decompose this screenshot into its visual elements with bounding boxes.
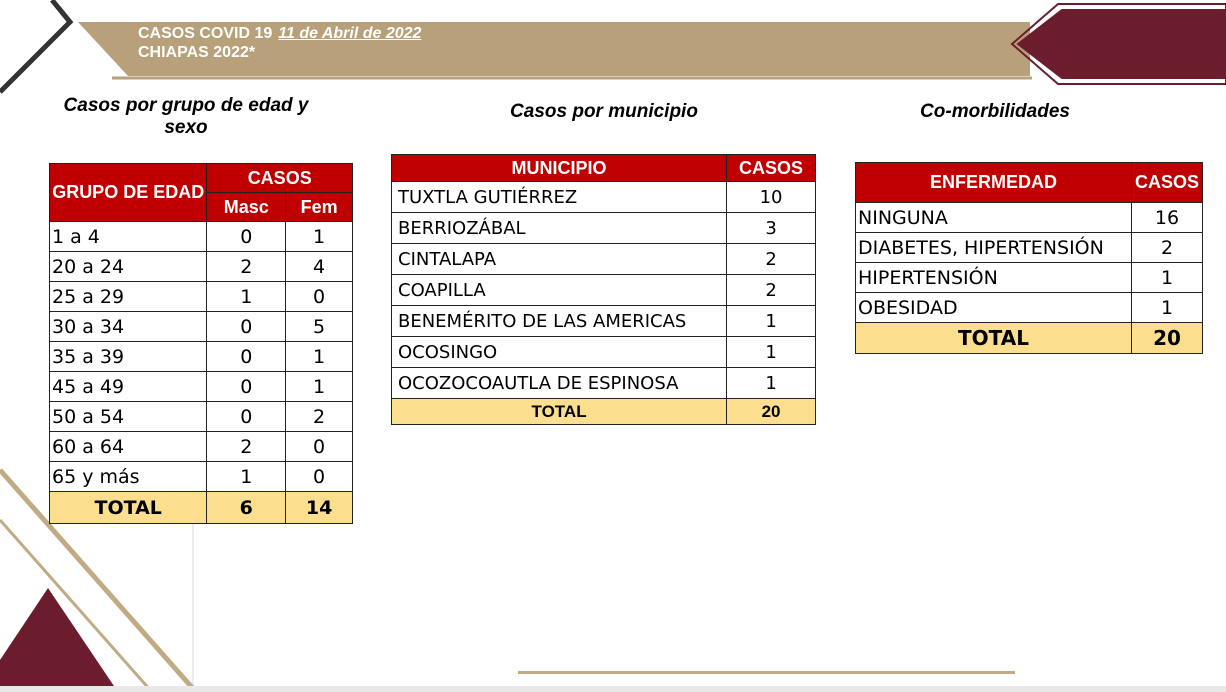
masc-cell: 0 — [207, 342, 286, 372]
disease-cell: DIABETES, HIPERTENSIÓN — [856, 233, 1132, 263]
municipio-name-cell: BERRIOZÁBAL — [392, 213, 727, 244]
age-group-cell: 20 a 24 — [50, 252, 207, 282]
masc-cell: 2 — [207, 252, 286, 282]
total-label: TOTAL — [50, 492, 207, 524]
municipio-header: MUNICIPIO — [392, 155, 727, 182]
table-row — [50, 252, 353, 282]
municipio-total-row — [392, 399, 816, 425]
age-group-cell: 50 a 54 — [50, 402, 207, 432]
corner-chevron-shape — [0, 0, 70, 92]
municipio-cases-cell: 2 — [727, 275, 816, 306]
municipio-name-cell: COAPILLA — [392, 275, 727, 306]
municipio-name-cell: OCOZOCOAUTLA DE ESPINOSA — [392, 368, 727, 399]
disease-cell: NINGUNA — [856, 203, 1132, 233]
municipio-name-cell: BENEMÉRITO DE LAS AMERICAS — [392, 306, 727, 337]
comorbidity-cases-cell: 2 — [1132, 233, 1203, 263]
table-row — [392, 337, 816, 368]
disease-cell: OBESIDAD — [856, 293, 1132, 323]
masc-cell: 0 — [207, 402, 286, 432]
table-row — [392, 275, 816, 306]
fem-cell: 5 — [286, 312, 353, 342]
comorbidity-cases-header: CASOS — [1132, 163, 1203, 203]
cases-header: CASOS — [207, 164, 353, 193]
header-title: CASOS COVID 19 — [138, 25, 273, 42]
table-row — [50, 402, 353, 432]
age-group-cell: 30 a 34 — [50, 312, 207, 342]
municipio-title: Casos por municipio — [510, 101, 698, 122]
municipio-total-value: 20 — [727, 399, 816, 425]
fem-cell: 1 — [286, 222, 353, 252]
masc-cell: 1 — [207, 462, 286, 492]
maroon-triangle-shape — [0, 588, 118, 692]
age-group-cell: 35 a 39 — [50, 342, 207, 372]
table-row — [50, 222, 353, 252]
table-row — [50, 342, 353, 372]
masc-cell: 0 — [207, 222, 286, 252]
table-row — [856, 293, 1203, 323]
municipio-cases-header: CASOS — [727, 155, 816, 182]
table-row — [50, 312, 353, 342]
municipio-table — [391, 154, 816, 425]
table-row — [856, 203, 1203, 233]
municipio-cases-cell: 10 — [727, 182, 816, 213]
comorbidity-cases-cell: 1 — [1132, 293, 1203, 323]
masc-cell: 0 — [207, 372, 286, 402]
fem-cell: 4 — [286, 252, 353, 282]
municipio-cases-cell: 2 — [727, 244, 816, 275]
municipio-cases-cell: 3 — [727, 213, 816, 244]
table-row — [392, 213, 816, 244]
age-group-header: GRUPO DE EDAD — [50, 164, 207, 222]
municipio-cases-cell: 1 — [727, 337, 816, 368]
comorbidity-cases-cell: 16 — [1132, 203, 1203, 233]
table-row — [856, 263, 1203, 293]
table-row — [50, 282, 353, 312]
age-group-cell: 45 a 49 — [50, 372, 207, 402]
table-row — [856, 233, 1203, 263]
table-row — [392, 306, 816, 337]
masc-cell: 2 — [207, 432, 286, 462]
masc-cell: 0 — [207, 312, 286, 342]
age-total-row — [50, 492, 353, 524]
fem-header: Fem — [286, 193, 353, 222]
comorbidity-total-row — [856, 323, 1203, 354]
comorbidity-total-value: 20 — [1132, 323, 1203, 354]
age-group-cell: 65 y más — [50, 462, 207, 492]
fem-cell: 0 — [286, 462, 353, 492]
municipio-name-cell: CINTALAPA — [392, 244, 727, 275]
age-group-cell: 1 a 4 — [50, 222, 207, 252]
bottom-rule — [518, 671, 1015, 674]
header-title-block — [138, 24, 421, 62]
comorbidity-title: Co-morbilidades — [920, 101, 1070, 122]
municipio-name-cell: TUXTLA GUTIÉRREZ — [392, 182, 727, 213]
comorbidity-cases-cell: 1 — [1132, 263, 1203, 293]
age-group-cell: 25 a 29 — [50, 282, 207, 312]
table-row — [392, 182, 816, 213]
comorbidity-total-label: TOTAL — [856, 323, 1132, 354]
table-row — [50, 462, 353, 492]
masc-header: Masc — [207, 193, 286, 222]
table-row — [50, 432, 353, 462]
disease-header: ENFERMEDAD — [856, 163, 1132, 203]
table-row — [392, 368, 816, 399]
fem-cell: 2 — [286, 402, 353, 432]
fem-cell: 0 — [286, 432, 353, 462]
total-masc: 6 — [207, 492, 286, 524]
age-sex-title: Casos por grupo de edad y sexo — [63, 95, 309, 138]
header-subtitle: CHIAPAS 2022* — [138, 44, 256, 61]
age-group-cell: 60 a 64 — [50, 432, 207, 462]
header-date: 11 de Abril de 2022 — [278, 25, 422, 42]
municipio-cases-cell: 1 — [727, 306, 816, 337]
municipio-cases-cell: 1 — [727, 368, 816, 399]
fem-cell: 1 — [286, 372, 353, 402]
municipio-name-cell: OCOSINGO — [392, 337, 727, 368]
fem-cell: 1 — [286, 342, 353, 372]
municipio-total-label: TOTAL — [392, 399, 727, 425]
comorbidity-table — [855, 162, 1203, 354]
disease-cell: HIPERTENSIÓN — [856, 263, 1132, 293]
fem-cell: 0 — [286, 282, 353, 312]
table-row — [50, 372, 353, 402]
masc-cell: 1 — [207, 282, 286, 312]
bottom-strip — [0, 686, 1226, 692]
age-sex-table — [49, 163, 353, 524]
total-fem: 14 — [286, 492, 353, 524]
table-row — [392, 244, 816, 275]
